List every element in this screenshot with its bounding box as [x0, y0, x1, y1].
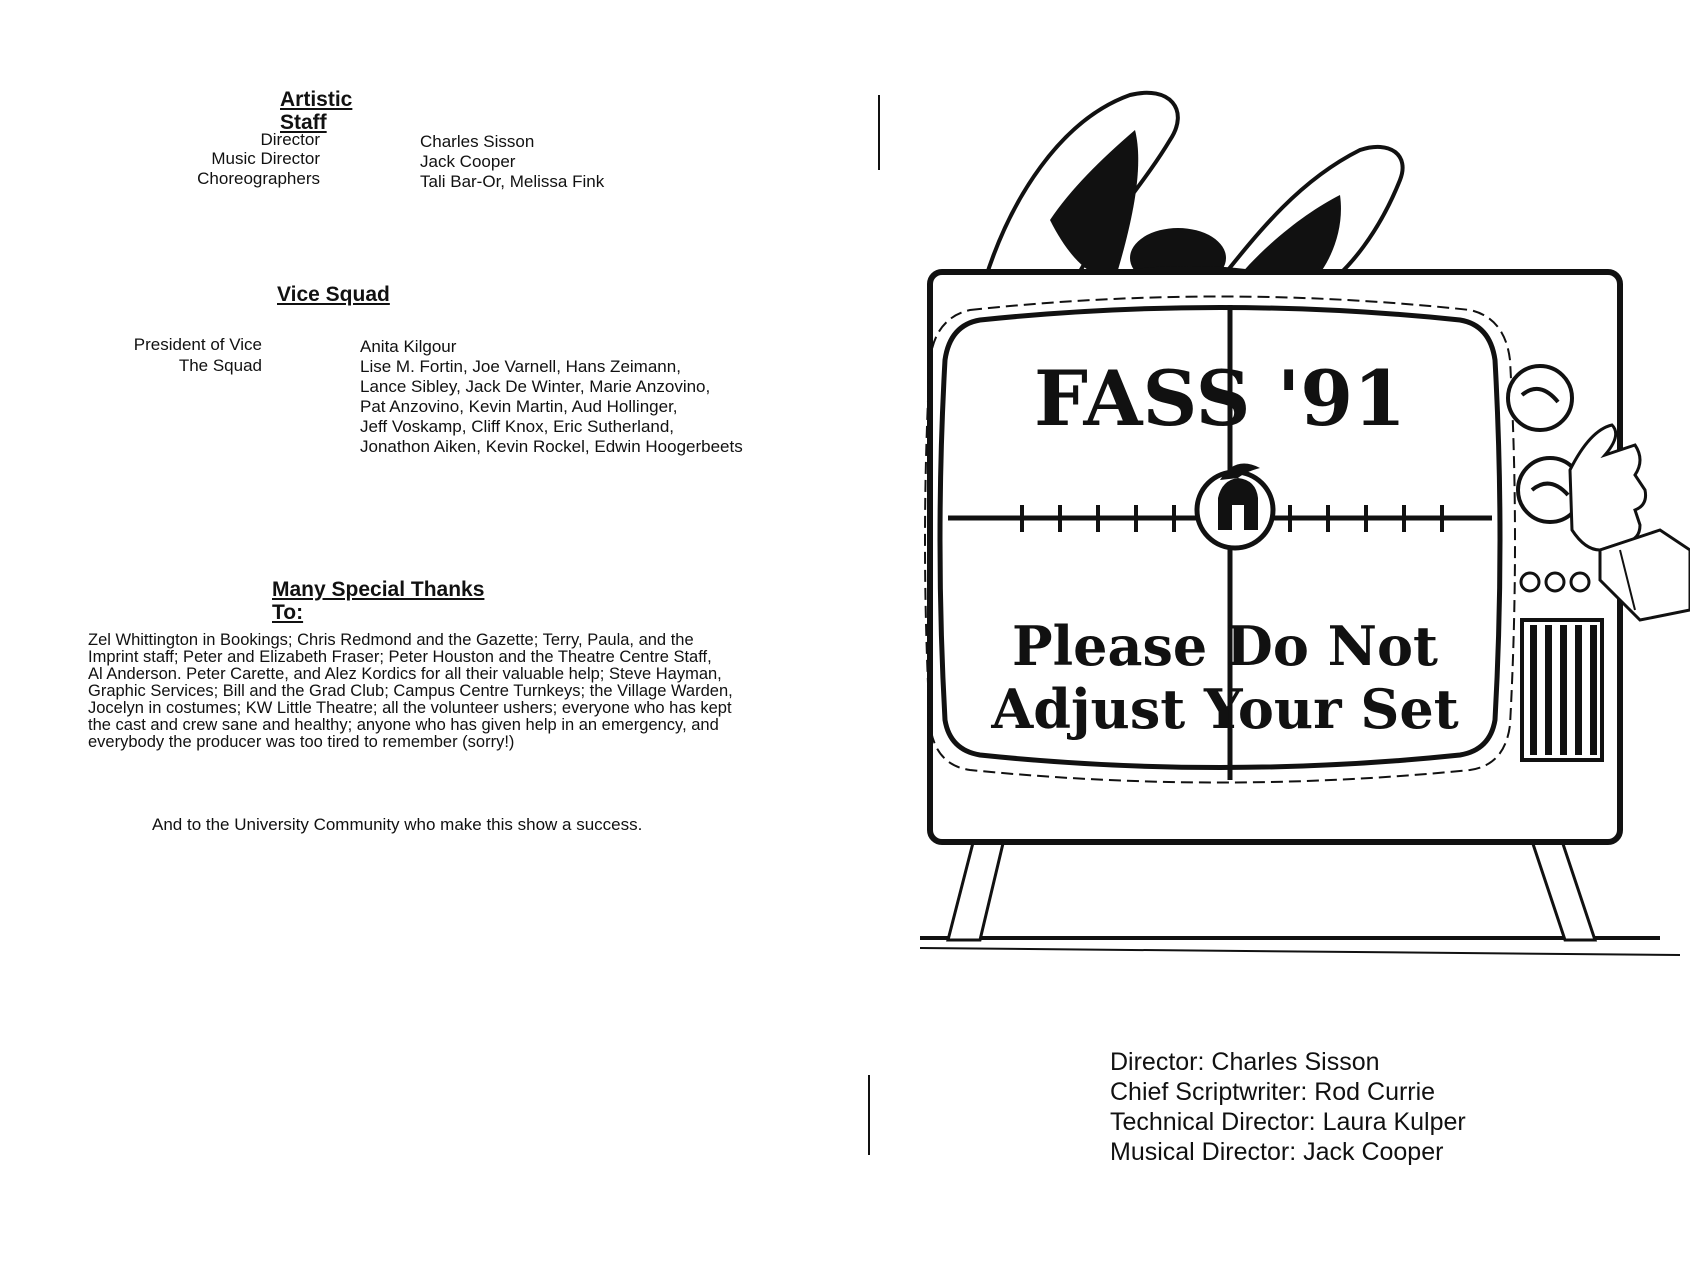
- squad-names: [360, 337, 800, 457]
- speaker-grille: [1522, 620, 1602, 760]
- cover-subtitle-line1: Please Do Not: [1012, 614, 1438, 678]
- thanks-line: Graphic Services; Bill and the Grad Club; Campus Centre Turnkeys; the Village Warden,: [88, 682, 733, 700]
- squad-name-line: Pat Anzovino, Kevin Martin, Aud Hollinger,: [360, 397, 678, 416]
- squad-role: The Squad: [178, 356, 262, 375]
- artistic-staff-heading: Artistic Staff: [280, 88, 353, 134]
- special-thanks-heading: Many Special Thanks To:: [272, 578, 485, 624]
- staff-name: Charles Sisson: [420, 132, 535, 151]
- credits-list: [1110, 1047, 1570, 1167]
- credit-line: Director: Charles Sisson: [1110, 1048, 1380, 1076]
- squad-name-line: Jeff Voskamp, Cliff Knox, Eric Sutherland,: [360, 417, 675, 436]
- thanks-line: Al Anderson. Peter Carette, and Alez Kordics for all their valuable help; Steve Hayman,: [88, 665, 722, 683]
- thanks-line: everybody the producer was too tired to remember (sorry!): [88, 733, 515, 751]
- staff-name: Tali Bar-Or, Melissa Fink: [420, 172, 605, 191]
- staff-role: Choreographers: [197, 169, 320, 188]
- thanks-line: Jocelyn in costumes; KW Little Theatre; all the volunteer ushers; everyone who has kept: [88, 699, 732, 717]
- credit-line: Technical Director: Laura Kulper: [1110, 1108, 1466, 1136]
- staff-name: Jack Cooper: [420, 152, 516, 171]
- cover-subtitle-line2: Adjust Your Set: [991, 677, 1459, 741]
- staff-role: Director: [260, 130, 320, 149]
- cover-title: FASS '91: [1033, 354, 1407, 443]
- tv-legs: [948, 835, 1595, 940]
- fold-mark-top: [878, 95, 880, 170]
- tv-screen: [925, 297, 1515, 783]
- thanks-line: Zel Whittington in Bookings; Chris Redmond and the Gazette; Terry, Paula, and the: [88, 631, 694, 649]
- squad-role: President of Vice: [133, 335, 262, 354]
- credit-line: Musical Director: Jack Cooper: [1110, 1138, 1444, 1166]
- staff-role: Music Director: [211, 149, 320, 168]
- credit-line: Chief Scriptwriter: Rod Currie: [1110, 1078, 1436, 1106]
- squad-name-line: Anita Kilgour: [360, 337, 457, 356]
- squad-name-line: Lance Sibley, Jack De Winter, Marie Anzovino,: [360, 377, 711, 396]
- bunny-ears-icon: [985, 93, 1403, 290]
- thanks-closing: And to the University Community who make this show a success.: [152, 815, 643, 834]
- vice-squad-heading: Vice Squad: [277, 283, 390, 306]
- thanks-line: the cast and crew sane and healthy; anyone who has given help in an emergency, and: [88, 716, 719, 734]
- squad-name-line: Lise M. Fortin, Joe Varnell, Hans Zeimann,: [360, 357, 681, 376]
- tv-illustration: [900, 80, 1690, 980]
- squad-name-line: Jonathon Aiken, Kevin Rockel, Edwin Hoogerbeets: [360, 437, 743, 456]
- thanks-line: Imprint staff; Peter and Elizabeth Fraser; Peter Houston and the Theatre Centre Staff,: [88, 648, 712, 666]
- thanks-paragraph: [88, 632, 848, 751]
- fold-mark-bottom: [868, 1075, 870, 1155]
